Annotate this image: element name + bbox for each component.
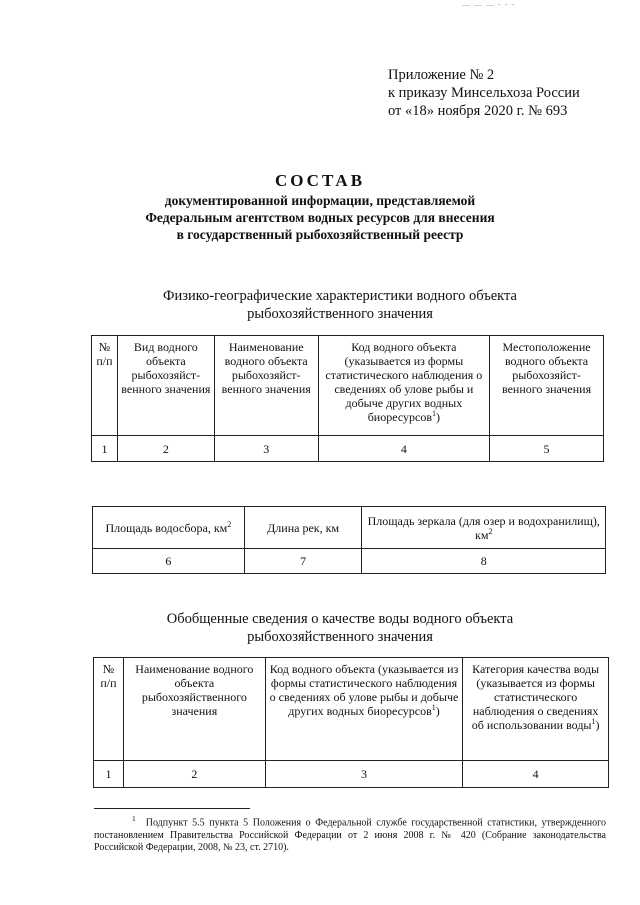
table-header-cell: № п/п [94,658,124,761]
section-title-line: Физико-географические характеристики водного объекта [163,288,517,304]
column-number: 7 [244,549,362,574]
section-title-line: Обобщенные сведения о качестве воды водного объекта [166,611,514,627]
column-number: 2 [117,436,214,462]
table-header-cell [463,658,609,761]
footnote-divider [94,808,250,809]
table-header-row [93,507,606,549]
table-header-cell: Местоположение водного объекта рыбохозяйст- венного значения [490,336,604,436]
column-number: 2 [123,761,265,788]
table-number-row [93,549,606,574]
header-text: Код водного объекта (указывается из формы статистического наблюдения о сведениях об улове рыбы и добыче других водных биоресурсов [325,340,483,424]
section-title-line: рыбохозяйственного значения [247,306,433,322]
column-number: 5 [490,436,604,462]
table-header-cell [93,507,245,549]
appendix-line: от «18» ноября 2020 г. № 693 [388,103,568,119]
appendix-line: Приложение № 2 [388,67,495,83]
footnote-text: Подпункт 5.5 пункта 5 Положения о Федеральной службе государственной статистики, утвержденного постановлением Правительства Российской Федерации от 2 июня 2008 г. № 420 (Собрание законодательства Российской Федерации, 2008, № 23, ст. 2710). [94,817,606,854]
header-text: Площадь водосбора, км [105,520,228,535]
title-line: документированной информации, представляемой [164,193,476,208]
area-table [92,506,606,574]
column-number: 6 [93,549,245,574]
header-text: Код водного объекта (указывается из формы статистического наблюдения о сведениях об улове рыбы и добыче других водных биоресурсов [269,662,459,718]
header-text-close: ) [436,410,440,424]
table-header-row [94,658,609,761]
table-header-cell [265,658,462,761]
column-number: 3 [214,436,318,462]
section-title-line: рыбохозяйственного значения [247,629,433,645]
header-text-close: ) [435,704,440,718]
column-number: 4 [463,761,609,788]
column-number: 1 [92,436,118,462]
footnote-ref: 1 [431,703,436,712]
section1-title [0,287,640,323]
page-corner-mark: — — — - - - [462,0,515,9]
footnote-ref: 1 [432,409,436,418]
table-header-cell: Наименование водного объекта рыбохозяйст- венного значения [214,336,318,436]
section2-title [0,610,640,646]
column-number: 8 [362,549,606,574]
header-text: Категория качества воды (указывается из формы статистического наблюдения о сведениях об использовании воды [471,662,600,732]
column-number: 3 [265,761,462,788]
characteristics-table [91,335,604,462]
document-title [0,170,640,243]
title-main: СОСТАВ [274,171,366,190]
column-number: 4 [318,436,489,462]
table-header-cell [318,336,489,436]
table-header-cell: Длина рек, км [244,507,362,549]
appendix-line: к приказу Минсельхоза России [388,85,580,101]
unit-superscript: 2 [488,526,493,536]
footnote-mark: 1 [132,814,136,823]
header-text-close: ) [595,718,600,732]
water-quality-table [93,657,609,788]
title-line: Федеральным агентством водных ресурсов для внесения [145,210,495,225]
table-header-row [92,336,604,436]
table-number-row [94,761,609,788]
footnote-ref: 1 [591,717,596,726]
table-number-row [92,436,604,462]
footnote [94,813,606,855]
table-header-cell: Вид водного объекта рыбохозяйст- венного значения [117,336,214,436]
title-line: в государственный рыбохозяйственный реестр [176,227,464,242]
unit-superscript: 2 [227,519,232,529]
header-text: Площадь зеркала (для озер и водохранилищ), км [367,513,600,542]
column-number: 1 [94,761,124,788]
appendix-block [388,66,580,120]
table-header-cell [362,507,606,549]
table-header-cell: № п/п [92,336,118,436]
table-header-cell: Наименование водного объекта рыбохозяйственного значения [123,658,265,761]
